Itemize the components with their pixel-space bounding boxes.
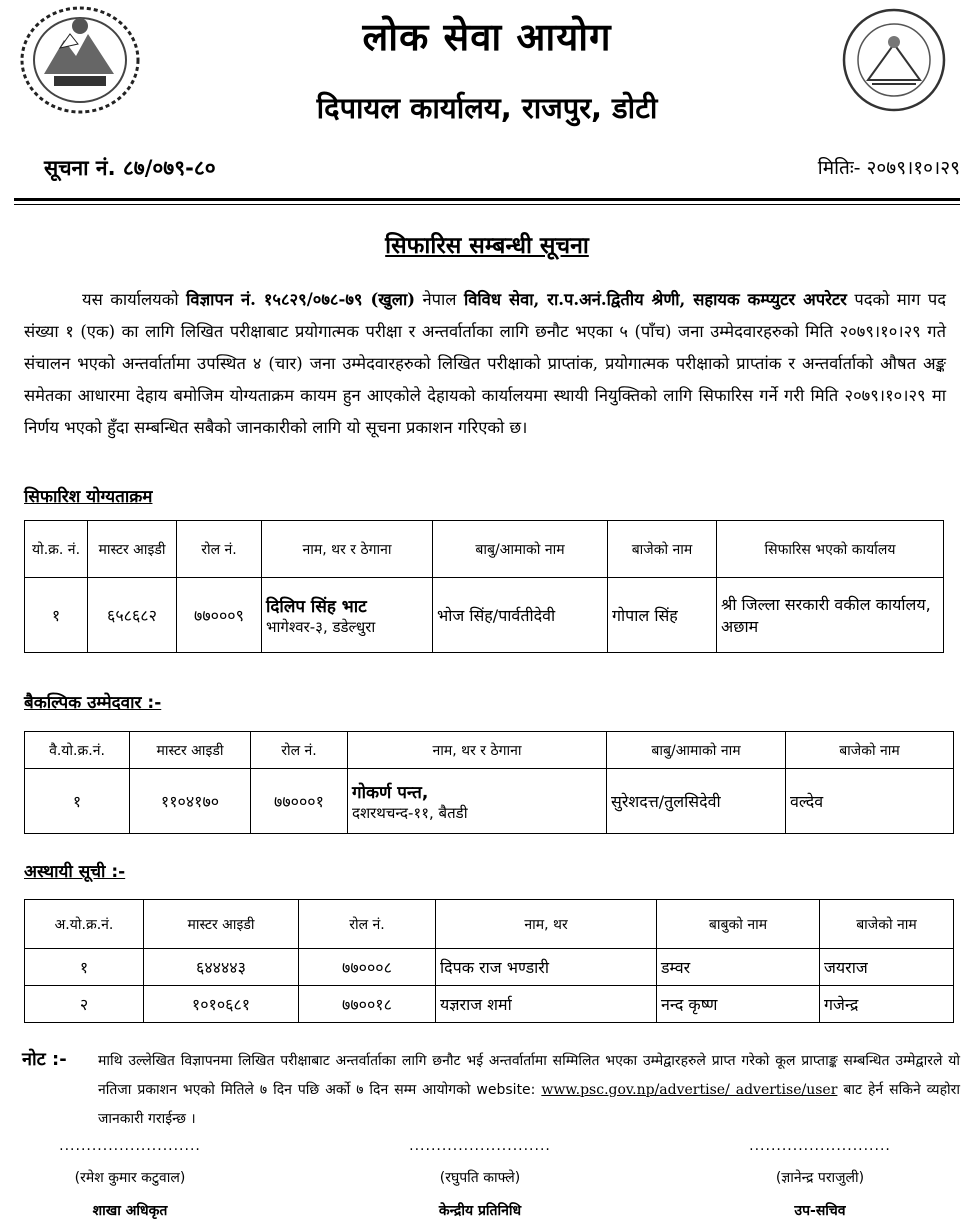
divider bbox=[14, 204, 960, 205]
notice-date: मितिः- २०७९।१०।२९ bbox=[817, 157, 960, 179]
candidate-name: दिलिप सिंह भाट bbox=[266, 596, 367, 617]
divider bbox=[14, 198, 960, 201]
cell-office: श्री जिल्ला सरकारी वकील कार्यालय, अछाम bbox=[717, 578, 944, 653]
notice-heading-text: सिफारिस सम्बन्धी सूचना bbox=[385, 233, 589, 259]
table-row bbox=[25, 578, 944, 653]
cell-sn: २ bbox=[25, 986, 144, 1023]
cell-sn: १ bbox=[25, 949, 144, 986]
cell-master-id: ११०४१७० bbox=[130, 769, 251, 834]
notice-number: सूचना नं. ८७/०७९-८० bbox=[44, 156, 216, 180]
cell-grandfather: जयराज bbox=[820, 949, 954, 986]
col-header: बाबुको नाम bbox=[657, 900, 820, 949]
col-header: नाम, थर bbox=[436, 900, 657, 949]
note-text-part: बाट हेर्न सकिने व्यहोरा जानकारी गराईन्छ । bbox=[98, 1082, 960, 1127]
cell-sn: १ bbox=[25, 769, 130, 834]
col-header: वै.यो.क्र.नं. bbox=[25, 732, 130, 769]
cell-name bbox=[348, 769, 607, 834]
signatory-designation: शाखा अधिकृत bbox=[92, 1203, 168, 1219]
col-header: बाजेको नाम bbox=[786, 732, 954, 769]
cell-roll: ७७०००१ bbox=[251, 769, 348, 834]
signature-block bbox=[0, 1138, 260, 1220]
temporary-table bbox=[24, 899, 954, 1023]
col-header: बाबु/आमाको नाम bbox=[607, 732, 786, 769]
cell-father: नन्द कृष्ण bbox=[657, 986, 820, 1023]
col-header: मास्टर आइडी bbox=[130, 732, 251, 769]
signature-line: .......................... bbox=[59, 1138, 201, 1154]
note-text bbox=[98, 1047, 960, 1134]
signatory-name: (रघुपति काफ्ले) bbox=[439, 1170, 521, 1186]
cell-roll: ७७०००८ bbox=[299, 949, 436, 986]
col-header: बाजेको नाम bbox=[608, 521, 717, 578]
body-advert-no: विज्ञापन नं. १५८२९/०७८-७९ (खुला) bbox=[186, 290, 416, 309]
cell-roll: ७७००१८ bbox=[299, 986, 436, 1023]
alternate-title: बैकल्पिक उम्मेदवार :- bbox=[24, 693, 162, 713]
col-header: बाजेको नाम bbox=[820, 900, 954, 949]
body-post: विविध सेवा, रा.प.अनं.द्वितीय श्रेणी, सहायक कम्प्युटर अपरेटर bbox=[463, 290, 847, 309]
col-header: अ.यो.क्र.नं. bbox=[25, 900, 144, 949]
col-header: रोल नं. bbox=[299, 900, 436, 949]
signature-line: .......................... bbox=[749, 1138, 891, 1154]
body-text: यस कार्यालयको bbox=[82, 290, 187, 309]
cell-parents: सुरेशदत्त/तुलसिदेवी bbox=[607, 769, 786, 834]
candidate-address: भागेश्वर-३, डडेल्धुरा bbox=[266, 617, 376, 636]
table-row bbox=[25, 949, 954, 986]
candidate-address: दशरथचन्द-११, बैतडी bbox=[352, 803, 468, 822]
cell-master-id: ६४४४४३ bbox=[144, 949, 299, 986]
cell-master-id: १०१०६८१ bbox=[144, 986, 299, 1023]
table-header-row bbox=[25, 732, 954, 769]
alternate-table bbox=[24, 731, 954, 834]
col-header: बाबु/आमाको नाम bbox=[433, 521, 608, 578]
candidate-name: गोकर्ण पन्त, bbox=[352, 782, 429, 803]
col-header: मास्टर आइडी bbox=[144, 900, 299, 949]
body-text: नेपाल bbox=[415, 290, 464, 309]
cell-name: दिपक राज भण्डारी bbox=[436, 949, 657, 986]
note-label: नोट :- bbox=[22, 1049, 67, 1070]
office-title: दिपायल कार्यालय, राजपुर, डोटी bbox=[316, 91, 658, 125]
temporary-title: अस्थायी सूची :- bbox=[24, 862, 126, 882]
col-header: नाम, थर र ठेगाना bbox=[348, 732, 607, 769]
col-header: मास्टर आइडी bbox=[88, 521, 177, 578]
cell-parents: भोज सिंह/पार्वतीदेवी bbox=[433, 578, 608, 653]
signature-block bbox=[350, 1138, 610, 1220]
signature-block bbox=[690, 1138, 950, 1220]
col-header: रोल नं. bbox=[251, 732, 348, 769]
table-row bbox=[25, 769, 954, 834]
cell-grandfather: गजेन्द्र bbox=[820, 986, 954, 1023]
signatory-designation: केन्द्रीय प्रतिनिधि bbox=[438, 1203, 522, 1219]
col-header: सिफारिस भएको कार्यालय bbox=[717, 521, 944, 578]
body-paragraph bbox=[24, 284, 946, 444]
recommended-title: सिफारिश योग्यताक्रम bbox=[24, 487, 153, 507]
cell-grandfather: वल्देव bbox=[786, 769, 954, 834]
table-header-row bbox=[25, 521, 944, 578]
cell-father: डम्वर bbox=[657, 949, 820, 986]
notice-heading bbox=[0, 228, 974, 260]
cell-sn: १ bbox=[25, 578, 88, 653]
col-header: रोल नं. bbox=[177, 521, 262, 578]
psc-website-link[interactable]: www.psc.gov.np/advertise/ advertise/user bbox=[541, 1082, 838, 1098]
signatory-designation: उप-सचिव bbox=[794, 1203, 846, 1219]
cell-name: यज्ञराज शर्मा bbox=[436, 986, 657, 1023]
recommended-table bbox=[24, 520, 944, 653]
signatory-name: (रमेश कुमार कटुवाल) bbox=[74, 1170, 186, 1186]
cell-master-id: ६५८६८२ bbox=[88, 578, 177, 653]
cell-name bbox=[262, 578, 433, 653]
col-header: यो.क्र. नं. bbox=[25, 521, 88, 578]
signature-line: .......................... bbox=[409, 1138, 551, 1154]
cell-roll: ७७०००९ bbox=[177, 578, 262, 653]
signatory-name: (ज्ञानेन्द्र पराजुली) bbox=[775, 1170, 865, 1186]
body-text: पदको माग पद संख्या १ (एक) का लागि लिखित परीक्षाबाट प्रयोगात्मक परीक्षा र अन्तर्वार्ताका लागि छनौट भएका ५ (पाँच) जना उम्मेदवारहरुको मिति २०७९।१०।२९ गते संचालन भएको अन्तर्वार्तामा उपस्थित ४ (चार) जना उम्मेदवारहरुको लिखित परीक्षाको प्राप्तांक, प्रयोगात्मक परीक्षाको प्राप्तांक र अन्तर्वार्ताको औषत अङ्क समेतका आधारमा देहाय बमोजिम योग्यताक्रम कायम हुन आएकोले देहायको कार्यालयमा स्थायी नियुक्तिको लागि सिफारिस गर्ने गरी मिति २०७९।१०।२९ मा निर्णय भएको हुँदा सम्बन्धित सबैको जानकारीको लागि यो सूचना प्रकाशन गरिएको छ। bbox=[24, 290, 946, 437]
table-header-row bbox=[25, 900, 954, 949]
org-title: लोक सेवा आयोग bbox=[362, 15, 612, 59]
cell-grandfather: गोपाल सिंह bbox=[608, 578, 717, 653]
table-row bbox=[25, 986, 954, 1023]
col-header: नाम, थर र ठेगाना bbox=[262, 521, 433, 578]
note-text-part: माथि उल्लेखित विज्ञापनमा लिखित परीक्षाबाट अन्तर्वार्ताका लागि छनौट भई अन्तर्वार्तामा सम्मिलित भएका उम्मेद्वारहरुले प्राप्त गरेको कूल प्राप्ताङ्क सम्बन्धित उम्मेद्वारले यो नतिजा प्रकाशन भएको मितिले ७ दिन पछि अर्को ७ दिन सम्म आयोगको website: bbox=[98, 1053, 960, 1098]
